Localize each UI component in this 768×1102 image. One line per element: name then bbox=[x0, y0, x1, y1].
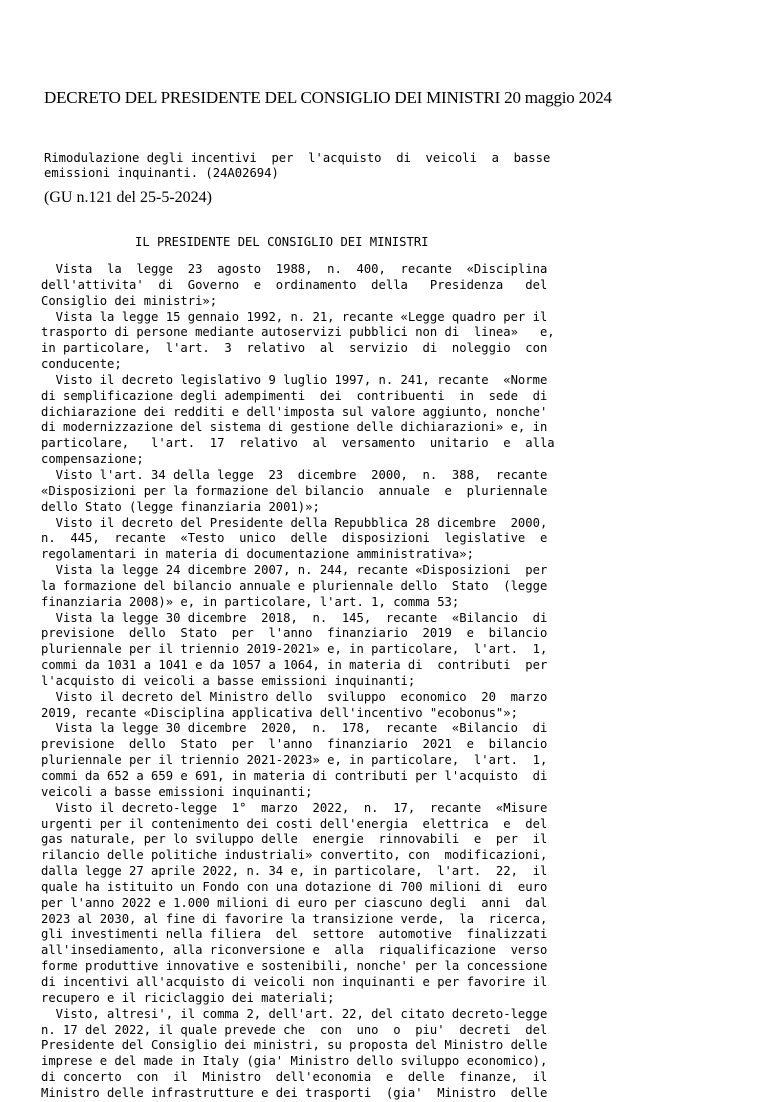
body-line: in particolare, l'art. 3 relativo al servizio di noleggio con bbox=[41, 341, 548, 356]
body-line: n. 445, recante «Testo unico delle disposizioni legislative e bbox=[41, 531, 548, 546]
body-line: forme produttive innovative e sostenibili, nonche' per la concessione bbox=[41, 959, 548, 974]
body-line: Vista la legge 30 dicembre 2020, n. 178, recante «Bilancio di bbox=[41, 721, 548, 736]
body-line: previsione dello Stato per l'anno finanziario 2021 e bilancio bbox=[41, 737, 548, 752]
body-line: trasporto di persone mediante autoservizi pubblici non di linea» e, bbox=[41, 325, 555, 340]
body-line: all'insediamento, alla riconversione e alla riqualificazione verso bbox=[41, 943, 548, 958]
body-line: Visto il decreto del Ministro dello sviluppo economico 20 marzo bbox=[41, 689, 548, 704]
body-line: conducente; bbox=[41, 357, 122, 372]
body-line: Visto il decreto legislativo 9 luglio 1997, n. 241, recante «Norme bbox=[41, 372, 548, 387]
body-line: commi da 652 a 659 e 691, in materia di contributi per l'acquisto di bbox=[41, 769, 548, 783]
body-line: compensazione; bbox=[41, 452, 144, 467]
body-line: di semplificazione degli adempimenti dei contribuenti in sede di bbox=[41, 388, 548, 403]
body-line: 2019, recante «Disciplina applicativa dell'incentivo "ecobonus"»; bbox=[41, 705, 518, 720]
body-line: di concerto con il Ministro dell'economia e delle finanze, il bbox=[41, 1070, 548, 1085]
body-line: gas naturale, per lo sviluppo delle energie rinnovabili e per il bbox=[41, 832, 548, 847]
body-line: Presidente del Consiglio dei ministri, su proposta del Ministro delle bbox=[41, 1038, 548, 1053]
body-line: pluriennale per il triennio 2019-2021» e, in particolare, l'art. 1, bbox=[41, 642, 548, 657]
body-line: Visto, altresi', il comma 2, dell'art. 22, del citato decreto-legge bbox=[41, 1006, 548, 1021]
body-line: Vista la legge 24 dicembre 2007, n. 244, recante «Disposizioni per bbox=[41, 563, 548, 578]
body-line: «Disposizioni per la formazione del bilancio annuale e pluriennale bbox=[41, 483, 548, 498]
subject-line: Rimodulazione degli incentivi per l'acquisto di veicoli a basse bbox=[44, 151, 551, 165]
body-line: Visto il decreto del Presidente della Repubblica 28 dicembre 2000, bbox=[41, 515, 548, 530]
body-line: quale ha istituito un Fondo con una dotazione di 700 milioni di euro bbox=[41, 879, 548, 894]
section-heading: IL PRESIDENTE DEL CONSIGLIO DEI MINISTRI bbox=[135, 235, 429, 249]
body-line: particolare, l'art. 17 relativo al versamento unitario e alla bbox=[41, 436, 555, 451]
body-line: pluriennale per il triennio 2021-2023» e, in particolare, l'art. 1, bbox=[41, 753, 548, 768]
gazette-reference: (GU n.121 del 25-5-2024) bbox=[44, 189, 212, 206]
body-line: Visto il decreto-legge 1° marzo 2022, n. 17, recante «Misure bbox=[41, 800, 548, 815]
body-line: previsione dello Stato per l'anno finanziario 2019 e bilancio bbox=[41, 626, 548, 641]
body-line: di incentivi all'acquisto di veicoli non inquinanti e per favorire il bbox=[41, 974, 548, 989]
body-line: commi da 1031 a 1041 e da 1057 a 1064, in materia di contributi per bbox=[41, 658, 548, 673]
decree-title: DECRETO DEL PRESIDENTE DEL CONSIGLIO DEI MINISTRI 20 maggio 2024 bbox=[44, 88, 612, 107]
body-line: Vista la legge 23 agosto 1988, n. 400, recante «Disciplina bbox=[41, 262, 548, 276]
body-line: per l'anno 2022 e 1.000 milioni di euro per ciascuno degli anni dal bbox=[41, 895, 548, 910]
body-line: finanziaria 2008)» e, in particolare, l'art. 1, comma 53; bbox=[41, 594, 460, 609]
body-line: Visto l'art. 34 della legge 23 dicembre 2000, n. 388, recante bbox=[41, 467, 548, 482]
body-line: dichiarazione dei redditi e dell'imposta sul valore aggiunto, nonche' bbox=[41, 404, 548, 419]
body-line: imprese e del made in Italy (gia' Ministro dello sviluppo economico), bbox=[41, 1054, 548, 1069]
body-line: di modernizzazione del sistema di gestione delle dichiarazioni» e, in bbox=[41, 420, 548, 435]
body-line: la formazione del bilancio annuale e pluriennale dello Stato (legge bbox=[41, 578, 548, 593]
body-line: gli investimenti nella filiera del settore automotive finalizzati bbox=[41, 927, 548, 942]
decree-subject bbox=[44, 151, 550, 181]
body-line: dello Stato (legge finanziaria 2001)»; bbox=[41, 499, 320, 514]
body-line: l'acquisto di veicoli a basse emissioni inquinanti; bbox=[41, 673, 416, 688]
body-line: Consiglio dei ministri»; bbox=[41, 293, 218, 308]
decree-body bbox=[41, 262, 555, 1102]
body-line: n. 17 del 2022, il quale prevede che con uno o piu' decreti del bbox=[41, 1022, 548, 1037]
body-line: veicoli a basse emissioni inquinanti; bbox=[41, 784, 313, 799]
subject-line: emissioni inquinanti. (24A02694) bbox=[44, 166, 279, 180]
body-line: Vista la legge 15 gennaio 1992, n. 21, recante «Legge quadro per il bbox=[41, 309, 548, 324]
body-line: recupero e il riciclaggio dei materiali; bbox=[41, 990, 335, 1005]
body-line: Ministro delle infrastrutture e dei trasporti (gia' Ministro delle bbox=[41, 1085, 548, 1100]
body-line: rilancio delle politiche industriali» convertito, con modificazioni, bbox=[41, 848, 548, 863]
body-line: dalla legge 27 aprile 2022, n. 34 e, in particolare, l'art. 22, il bbox=[41, 864, 548, 879]
body-line: dell'attivita' di Governo e ordinamento della Presidenza del bbox=[41, 277, 548, 292]
body-line: urgenti per il contenimento dei costi dell'energia elettrica e del bbox=[41, 816, 548, 831]
body-line: 2023 al 2030, al fine di favorire la transizione verde, la ricerca, bbox=[41, 911, 548, 926]
body-line: Vista la legge 30 dicembre 2018, n. 145, recante «Bilancio di bbox=[41, 610, 548, 625]
body-line: regolamentari in materia di documentazione amministrativa»; bbox=[41, 547, 474, 562]
